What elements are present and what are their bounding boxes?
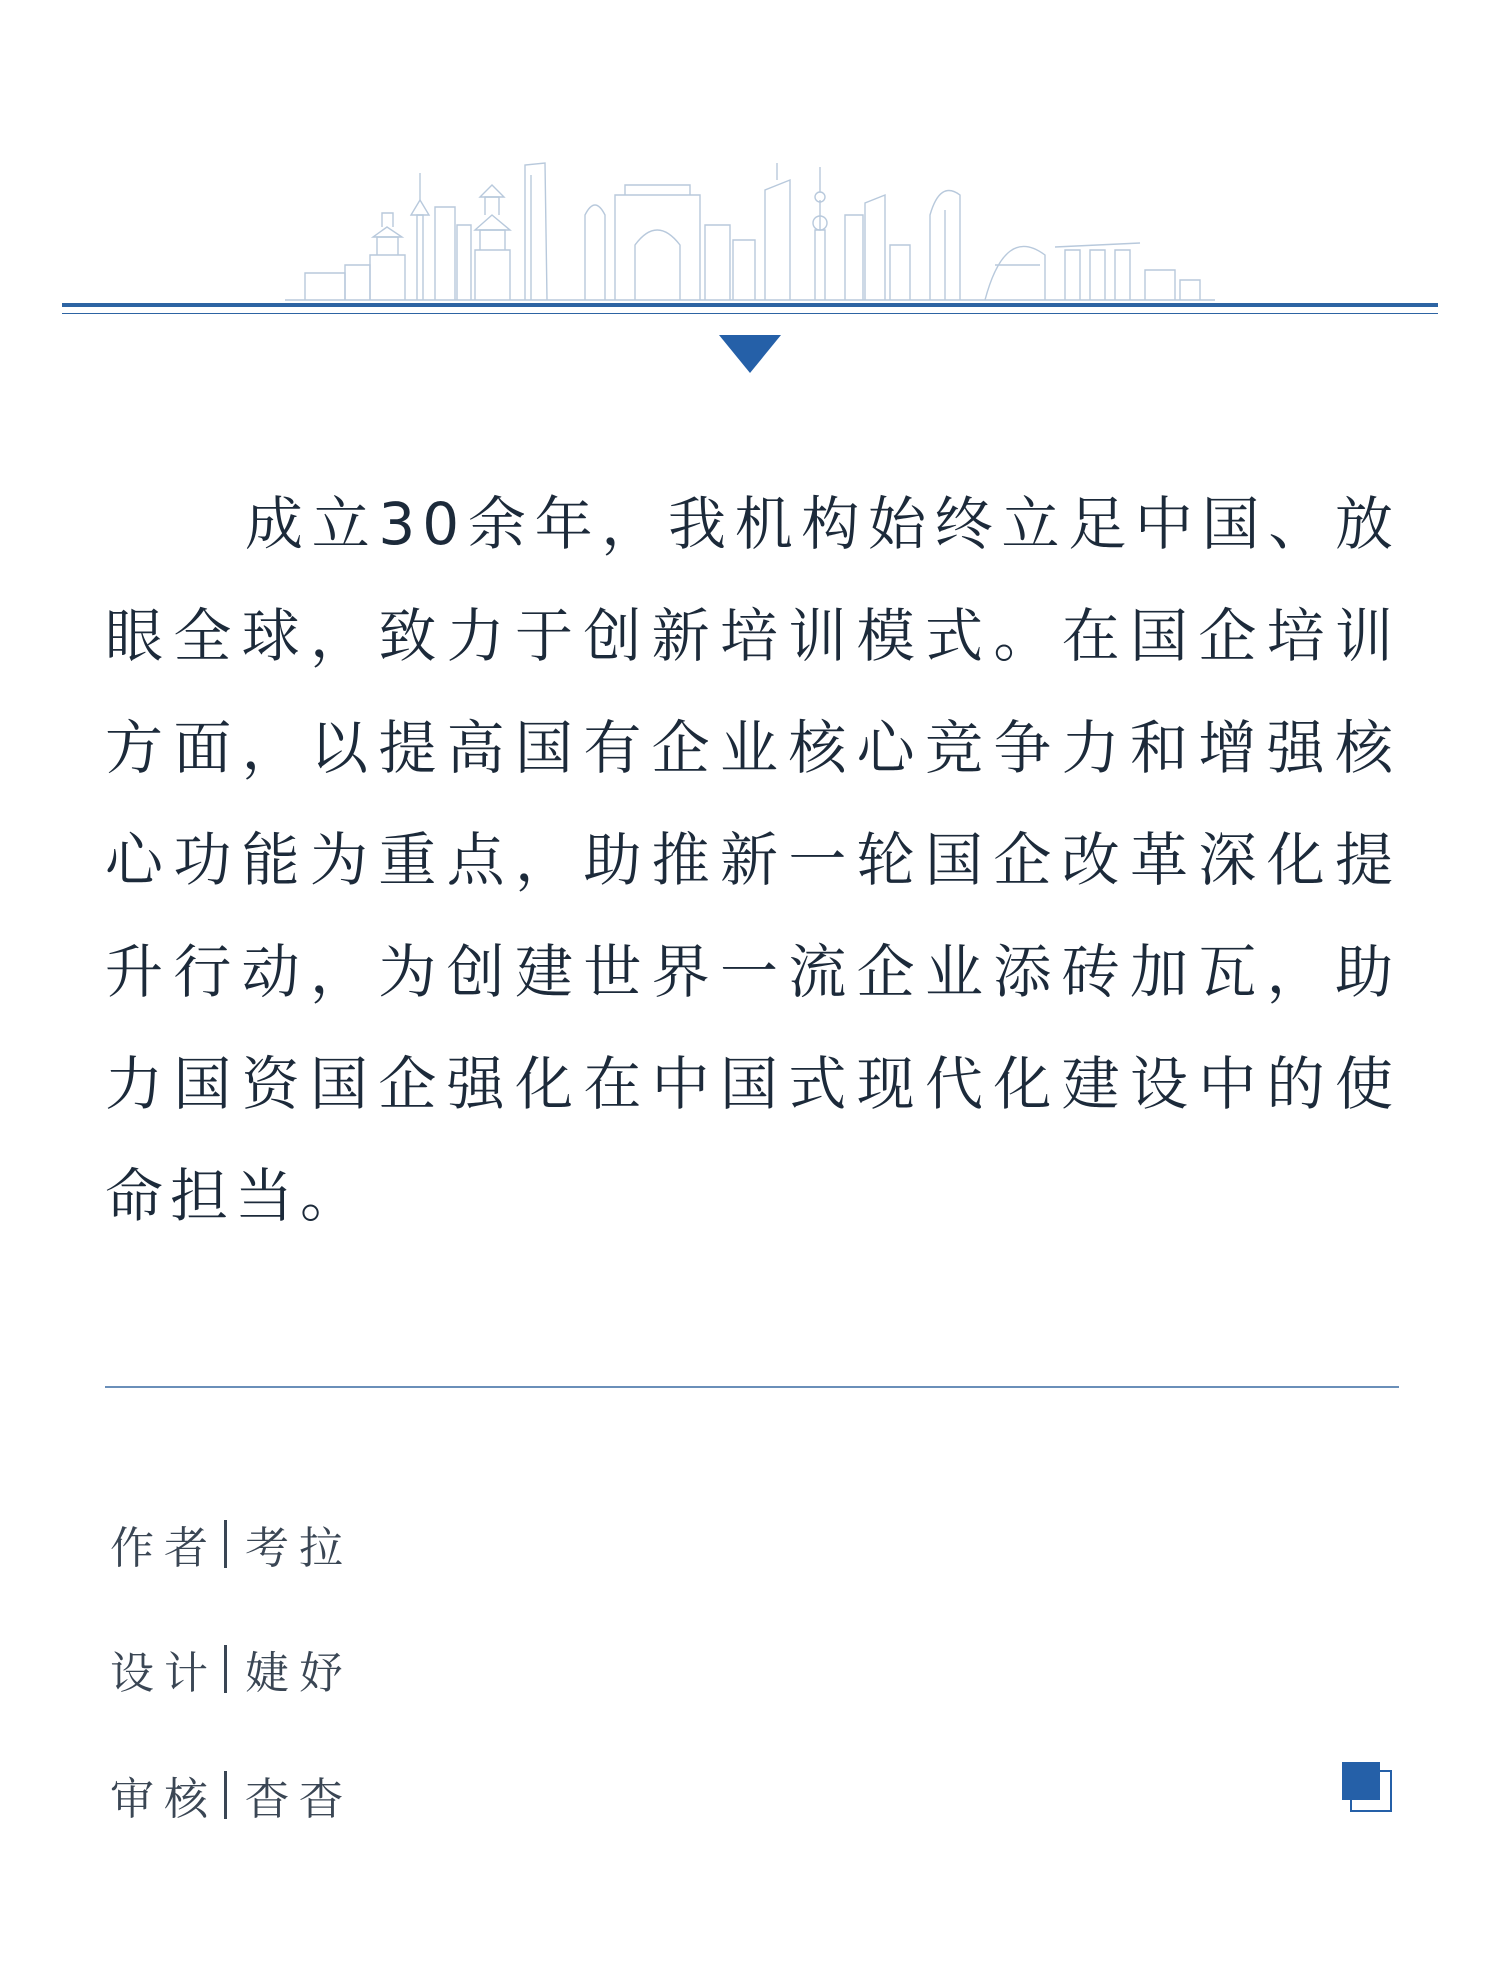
- article-paragraph: 成立30余年，我机构始终立足中国、放眼全球，致力于创新培训模式。在国企培训方面，以提高国有企业核心竞争力和增强核心功能为重点，助推新一轮国企改革深化提升行动，为创建世界一流企业添砖加瓦，助力国资国企强化在中国式现代化建设中的使命担当。: [105, 490, 1400, 1230]
- credit-author: [110, 1512, 353, 1576]
- credit-separator: [224, 1645, 227, 1693]
- credit-reviewer: [110, 1763, 353, 1827]
- credit-name: 婕妤: [245, 1648, 353, 1699]
- header-rule: [62, 303, 1438, 307]
- credit-name: 考拉: [245, 1523, 353, 1574]
- credit-separator: [224, 1771, 227, 1819]
- section-divider: [105, 1386, 1399, 1388]
- square-filled: [1342, 1762, 1380, 1800]
- down-triangle-icon: [719, 335, 781, 373]
- credit-name: 杳杳: [245, 1774, 353, 1825]
- credit-role: 设计: [110, 1648, 218, 1699]
- credit-role: 审核: [110, 1774, 218, 1825]
- header-rule-thin: [62, 313, 1438, 314]
- credit-separator: [224, 1520, 227, 1568]
- credit-designer: [110, 1637, 353, 1701]
- overlapping-squares-icon: [1342, 1762, 1390, 1810]
- city-skyline-icon: [285, 155, 1215, 305]
- credit-role: 作者: [110, 1523, 218, 1574]
